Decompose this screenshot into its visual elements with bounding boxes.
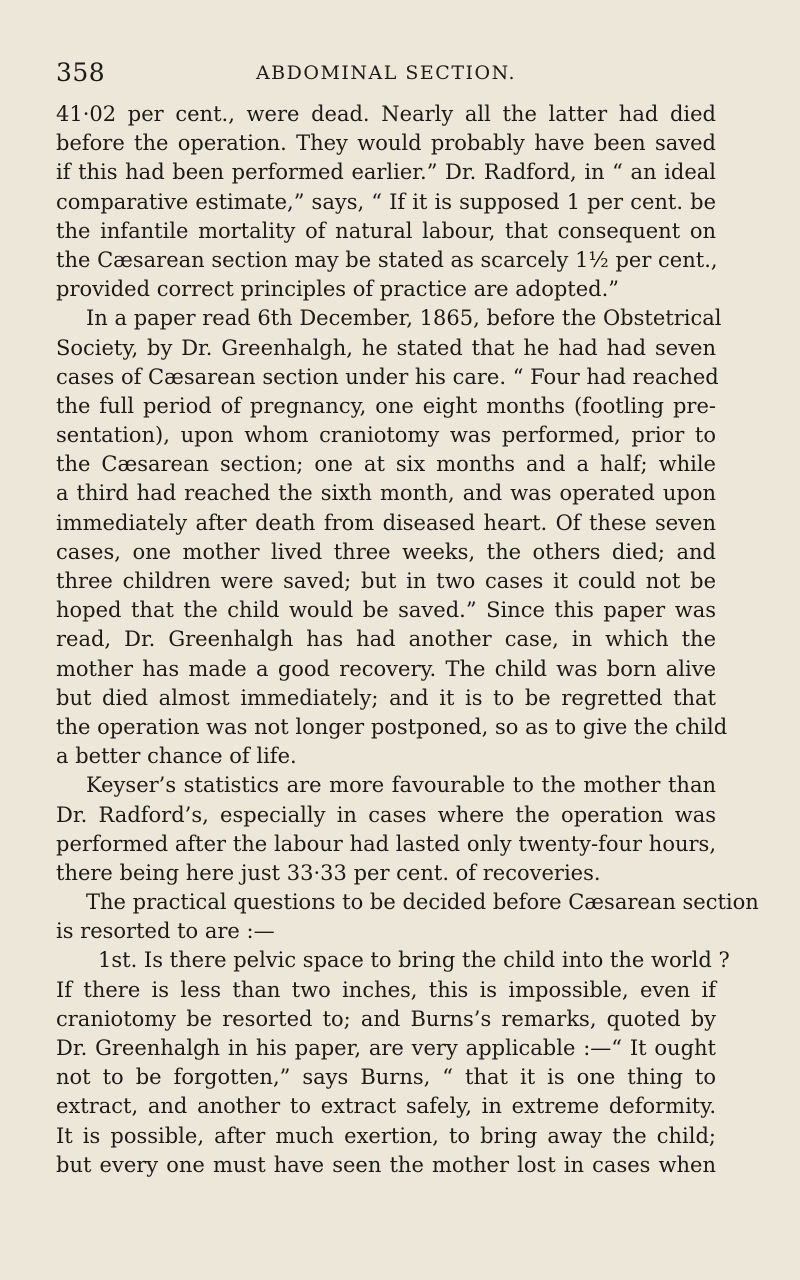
text-line: but died almost immediately; and it is to be regretted that (56, 685, 716, 710)
paragraph-first-line: 1st. Is there pelvic space to bring the child into the world ? (98, 948, 730, 973)
text-line: if this had been performed earlier.” Dr. Radford, in “ an ideal (56, 160, 716, 185)
text-line: cases, one mother lived three weeks, the others died; and (56, 539, 716, 564)
paragraph-first-line: Keyser’s statistics are more favourable to the mother than (86, 773, 716, 798)
text-line: a third had reached the sixth month, and was operated upon (56, 481, 716, 506)
text-line: the full period of pregnancy, one eight months (footling pre- (56, 393, 716, 418)
text-line: the operation was not longer postponed, so as to give the child (56, 714, 728, 739)
page-header (56, 58, 716, 92)
text-line: hoped that the child would be saved.” Since this paper was (56, 598, 716, 623)
text-line: Society, by Dr. Greenhalgh, he stated that he had had seven (56, 335, 716, 360)
text-line: but every one must have seen the mother lost in cases when (56, 1152, 716, 1177)
text-line: the Cæsarean section may be stated as scarcely 1½ per cent., (56, 247, 718, 272)
text-line: comparative estimate,” says, “ If it is supposed 1 per cent. be (56, 189, 716, 214)
text-line: three children were saved; but in two cases it could not be (56, 569, 716, 593)
text-line: cases of Cæsarean section under his care. “ Four had reached (56, 364, 719, 389)
text-line: the Cæsarean section; one at six months and a half; while (56, 452, 716, 477)
text-line: immediately after death from diseased heart. Of these seven (56, 510, 716, 535)
text-line: extract, and another to extract safely, in extreme deformity. (56, 1094, 716, 1119)
text-line: mother has made a good recovery. The child was born alive (56, 656, 716, 681)
text-line: craniotomy be resorted to; and Burns’s remarks, quoted by (56, 1006, 716, 1031)
paragraph-first-line: In a paper read 6th December, 1865, before the Obstetrical (86, 306, 722, 331)
text-line: the infantile mortality of natural labour, that consequent on (56, 218, 716, 243)
running-head: ABDOMINAL SECTION. (255, 62, 517, 84)
text-line: not to be forgotten,” says Burns, “ that it is one thing to (56, 1065, 716, 1090)
body-text (56, 100, 759, 1180)
text-line: 41·02 per cent., were dead. Nearly all the latter had died (56, 102, 716, 126)
text-line: Dr. Greenhalgh in his paper, are very applicable :—“ It ought (56, 1036, 716, 1060)
text-line: Dr. Radford’s, especially in cases where the operation was (56, 802, 716, 827)
page-number: 358 (56, 58, 106, 87)
paragraph-first-line: The practical questions to be decided before Cæsarean section (86, 890, 759, 915)
text-line: there being here just 33·33 per cent. of recoveries. (56, 860, 601, 885)
text-line: It is possible, after much exertion, to bring away the child; (56, 1123, 716, 1148)
text-line: read, Dr. Greenhalgh has had another case, in which the (56, 627, 716, 652)
text-line: sentation), upon whom craniotomy was performed, prior to (56, 423, 716, 448)
text-line: provided correct principles of practice are adopted.” (56, 277, 620, 302)
text-line: performed after the labour had lasted only twenty-four hours, (56, 831, 716, 856)
text-line: If there is less than two inches, this is impossible, even if (56, 977, 716, 1002)
text-line: before the operation. They would probably have been saved (56, 131, 716, 156)
text-line: is resorted to are :— (56, 919, 275, 944)
text-line: a better chance of life. (56, 744, 297, 769)
